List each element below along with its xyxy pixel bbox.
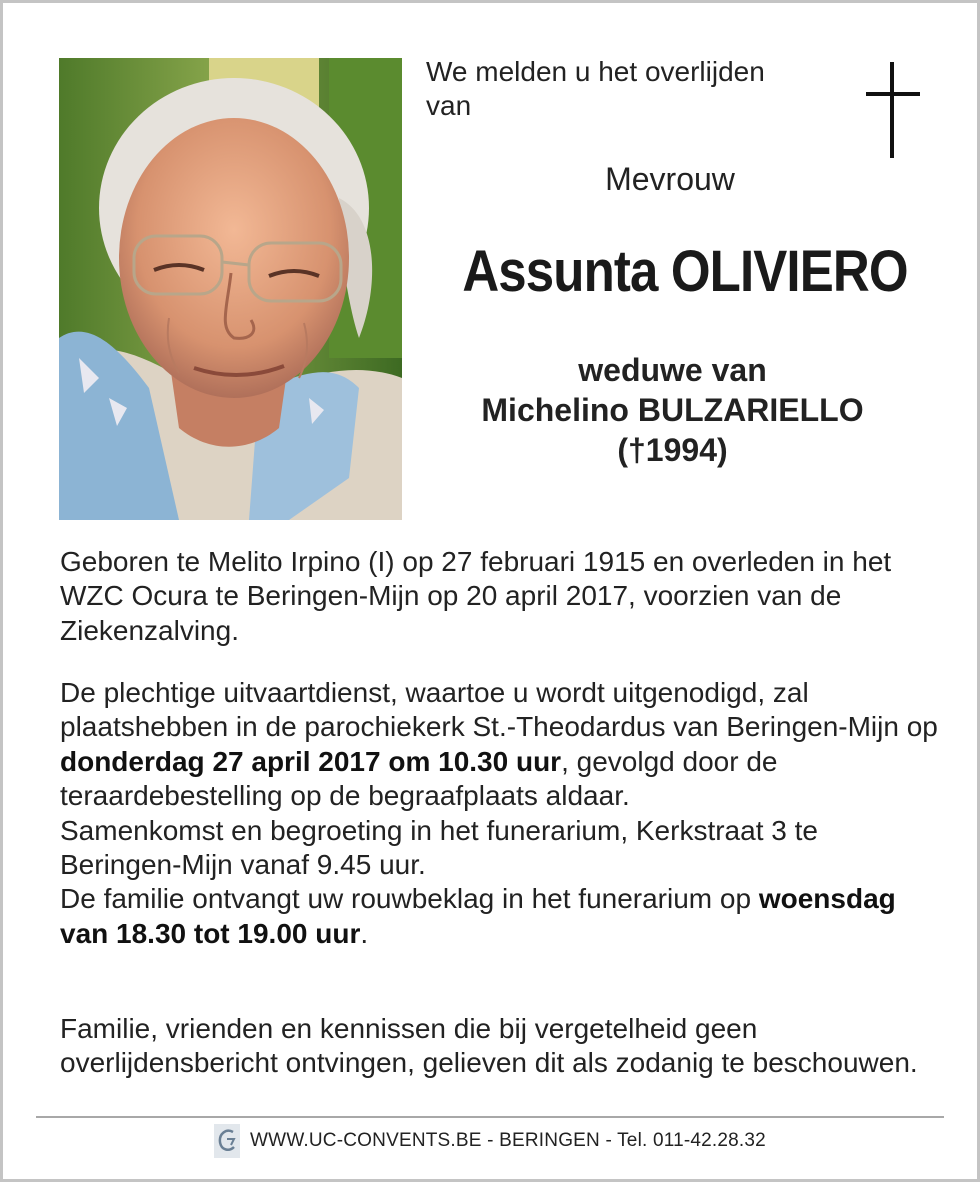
footer-divider — [36, 1116, 944, 1118]
spouse-line-1: weduwe van — [578, 352, 767, 388]
spouse-block — [430, 350, 915, 470]
portrait-photo — [59, 58, 402, 520]
footer — [0, 1121, 980, 1161]
cross-icon — [862, 62, 924, 160]
intro-line-2: van — [426, 90, 472, 121]
birth-death-text: Geboren te Melito Irpino (I) op 27 februari 1915 en overleden in het WZC Ocura te Beringen-Mijn op 20 april 2017, voorzien van de Ziekenzalving. — [60, 546, 892, 646]
funeral-paragraph — [60, 676, 940, 951]
condolence-pre: De familie ontvangt uw rouwbeklag in het funerarium op — [60, 883, 759, 915]
funeral-date: donderdag 27 april 2017 om 10.30 uur — [60, 745, 562, 777]
funeral-pre-date: De plechtige uitvaartdienst, waartoe u wordt uitgenodigd, zal plaatshebben in de parochiekerk St.-Theodardus van Beringen-Mijn op — [60, 677, 938, 743]
deceased-name: Assunta OLIVIERO — [462, 239, 908, 304]
funeral-text — [60, 676, 940, 814]
spouse-death-year: (†1994) — [617, 432, 728, 468]
condolence-post: . — [360, 917, 369, 949]
notice-paragraph — [60, 1012, 940, 1081]
footer-contact[interactable]: WWW.UC-CONVENTS.BE - BERINGEN - Tel. 011-42.28.32 — [250, 1130, 766, 1151]
birth-death-paragraph — [60, 545, 940, 648]
condolence-time: woensdag van 18.30 tot 19.00 uur — [60, 883, 896, 949]
funeral-post-date: , gevolgd door de teraardebestelling op de begraafplaats aldaar. — [60, 745, 778, 812]
notice-text: Familie, vrienden en kennissen die bij vergetelheid geen overlijdensbericht ontvingen, gelieven dit als zodanig te beschouwen. — [60, 1013, 918, 1079]
uc-logo-icon — [214, 1124, 240, 1158]
spouse-name: Michelino BULZARIELLO — [481, 392, 864, 428]
intro-line-1: We melden u het overlijden — [426, 56, 765, 87]
gathering-text: Samenkomst en begroeting in het funerarium, Kerkstraat 3 te Beringen-Mijn vanaf 9.45 uur. — [60, 814, 818, 881]
honorific-title: Mevrouw — [605, 161, 735, 197]
condolence-text — [60, 882, 940, 951]
announcement-intro — [426, 55, 826, 123]
